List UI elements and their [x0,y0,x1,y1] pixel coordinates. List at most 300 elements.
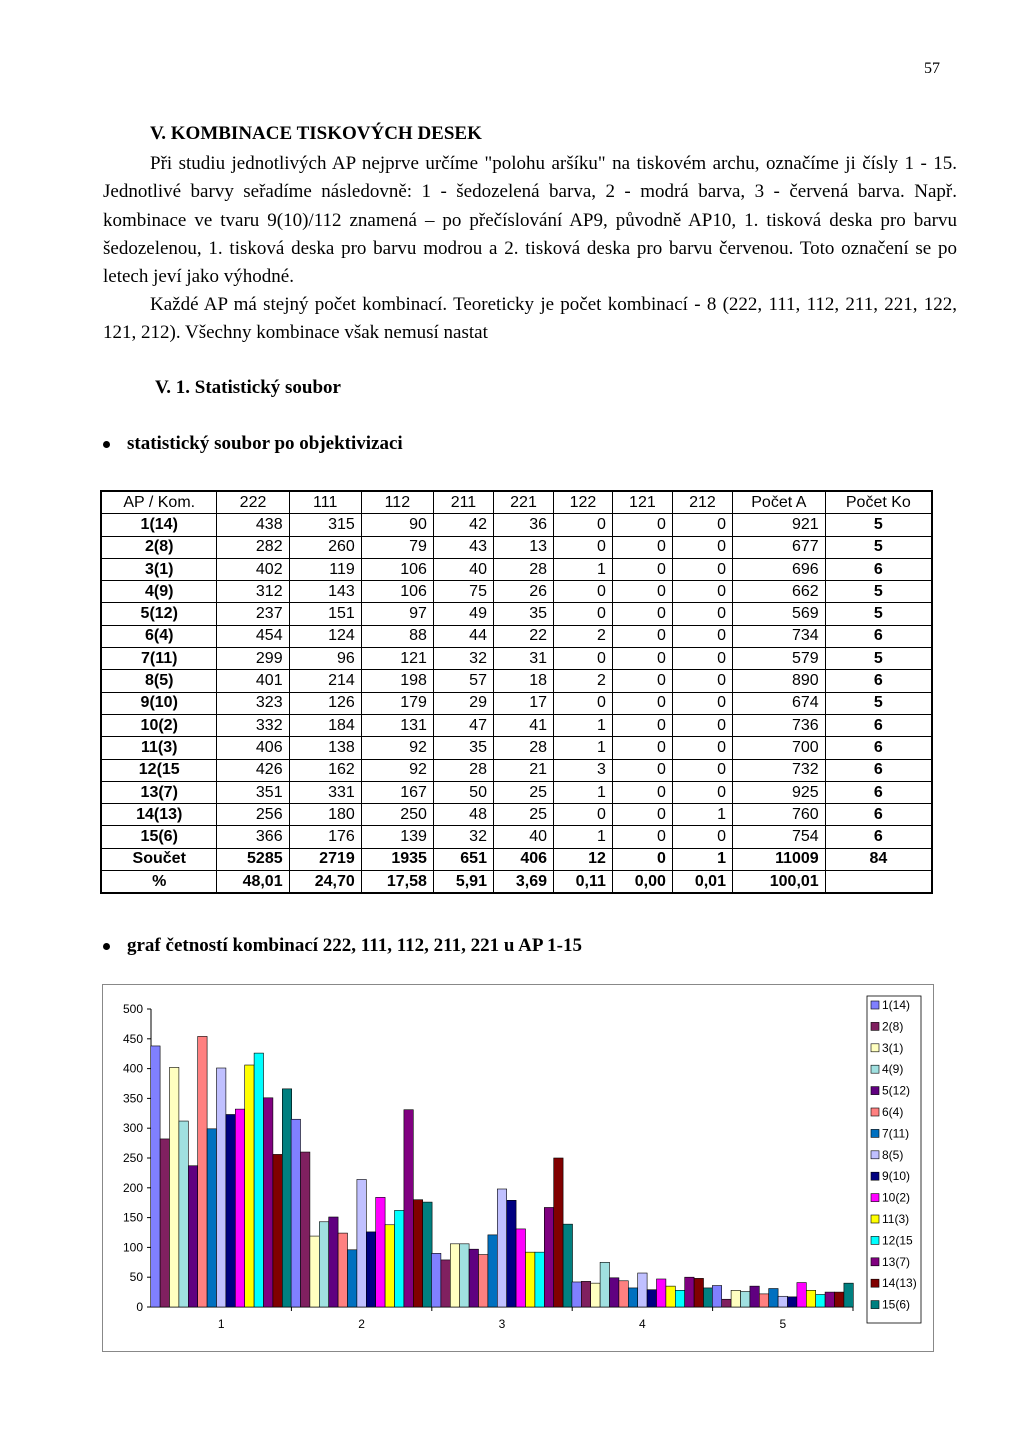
bar [264,1098,273,1307]
table-cell: 50 [433,781,493,803]
table-cell: 0 [672,714,732,736]
bar [554,1158,563,1307]
bar [600,1262,609,1307]
table-row [101,670,932,692]
table-header-cell: AP / Kom. [101,491,217,514]
table-header-cell: 122 [554,491,613,514]
bar [385,1225,394,1307]
table-cell: 57 [433,670,493,692]
table-cell: 6 [825,737,932,759]
table-cell: 0 [554,692,613,714]
table-cell: 1 [554,558,613,580]
table-cell: 0 [612,514,672,536]
table-cell: 6(4) [101,625,217,647]
table-cell: 0 [612,714,672,736]
y-tick-label: 350 [122,1091,143,1106]
combinations-table [100,490,933,894]
bar [310,1236,319,1307]
table-cell: 0 [672,670,732,692]
bar [769,1289,778,1307]
legend-label: 7(11) [882,1126,910,1141]
bar [731,1290,740,1307]
bar [479,1255,488,1307]
table-cell: 180 [289,804,361,826]
table-cell: 1 [672,848,732,870]
table-cell: 32 [433,826,493,848]
bar [712,1286,721,1307]
table-cell: 21 [493,759,553,781]
table-cell: 0 [554,581,613,603]
legend-label: 2(8) [882,1019,904,1034]
table-cell: 5 [825,581,932,603]
legend-swatch [871,1194,879,1202]
table-cell: 0 [612,536,672,558]
chart-frame [102,984,934,1352]
table-cell: 0 [672,826,732,848]
y-tick-label: 300 [122,1121,143,1136]
bullet-text: statistický soubor po objektivizaci [127,433,403,454]
legend-label: 15(6) [882,1297,911,1312]
table-cell: 13 [493,536,553,558]
table-cell: 124 [289,625,361,647]
legend-label: 1(14) [882,998,911,1012]
bar [610,1278,619,1307]
bar [516,1229,525,1307]
legend-swatch [871,1172,879,1180]
bar [591,1283,600,1307]
legend-label: 13(7) [882,1254,911,1269]
bar [469,1249,478,1307]
table-cell: 0 [612,804,672,826]
table-cell: 6 [825,804,932,826]
legend-swatch [871,1258,879,1266]
table-cell: 0 [672,737,732,759]
bar [844,1283,853,1307]
table-cell: 2719 [289,848,361,870]
table-cell: 40 [433,558,493,580]
bar [188,1166,197,1307]
table-cell: 454 [217,625,289,647]
table-cell: 47 [433,714,493,736]
table-cell: 406 [217,737,289,759]
table-cell: 35 [433,737,493,759]
bar [694,1278,703,1307]
legend-label: 4(9) [882,1062,904,1077]
table-cell: 0 [612,581,672,603]
table-cell: 31 [493,648,553,670]
table-cell: 0 [554,648,613,670]
table-cell: 12 [554,848,613,870]
legend-label: 3(1) [882,1040,904,1055]
table-cell: 29 [433,692,493,714]
table-cell: 5285 [217,848,289,870]
bar [348,1250,357,1307]
table-cell: % [101,871,217,894]
x-tick-label: 2 [358,1317,365,1331]
table-cell: 22 [493,625,553,647]
legend-label: 5(12) [882,1083,911,1098]
legend-swatch [871,1108,879,1116]
table-cell: 18 [493,670,553,692]
bar [319,1222,328,1307]
table-cell: 237 [217,603,289,625]
y-tick-label: 500 [122,1002,143,1016]
frequency-chart [103,985,933,1351]
bullet-dot-icon [103,441,110,448]
table-row [101,536,932,558]
legend-swatch [871,1279,879,1287]
table-cell: 0 [672,581,732,603]
legend-swatch [871,1215,879,1223]
table-cell: 5 [825,603,932,625]
table-cell: 0,01 [672,871,732,894]
bar [441,1260,450,1307]
table-cell: 32 [433,648,493,670]
table-cell: 579 [732,648,825,670]
table-cell: 214 [289,670,361,692]
table-row [101,558,932,580]
bar [151,1046,160,1307]
table-cell: 402 [217,558,289,580]
table-cell: 5 [825,692,932,714]
table-row [101,581,932,603]
table-cell: 0 [672,692,732,714]
table-cell: 0 [672,514,732,536]
table-cell: 0 [612,781,672,803]
bar [526,1252,535,1307]
table-cell: 3,69 [493,871,553,894]
table-cell: 315 [289,514,361,536]
table-cell: 121 [361,648,433,670]
y-tick-label: 0 [136,1300,143,1314]
table-cell: 48,01 [217,871,289,894]
bar [497,1189,506,1307]
table-cell: 0 [672,781,732,803]
table-cell: 36 [493,514,553,536]
bar [572,1282,581,1307]
bar [376,1197,385,1307]
table-cell: 43 [433,536,493,558]
table-cell: 736 [732,714,825,736]
table-cell: 6 [825,625,932,647]
table-row [101,826,932,848]
x-tick-label: 5 [779,1317,787,1331]
table-cell: 890 [732,670,825,692]
table-cell: 40 [493,826,553,848]
table-header-cell: 212 [672,491,732,514]
table-row [101,648,932,670]
table-cell: 1 [554,714,613,736]
bar [647,1290,656,1307]
bar [460,1244,469,1307]
table-cell: 5,91 [433,871,493,894]
table-cell: 1935 [361,848,433,870]
legend-label: 8(5) [882,1147,904,1162]
table-cell: 0 [672,648,732,670]
table-cell: 6 [825,759,932,781]
table-cell: 167 [361,781,433,803]
table-cell: 26 [493,581,553,603]
bar [226,1114,235,1307]
table-header-cell: Počet Ko [825,491,932,514]
bullet-text: graf četností kombinací 222, 111, 112, 211, 221 u AP 1-15 [127,935,582,956]
bar [750,1286,759,1307]
table-cell: 106 [361,558,433,580]
bar [535,1252,544,1307]
table-header-cell: 112 [361,491,433,514]
bar [282,1089,291,1307]
table-cell: 732 [732,759,825,781]
bar [675,1290,684,1307]
table-cell: 312 [217,581,289,603]
bar [235,1109,244,1307]
bar [160,1139,169,1307]
table-cell: 662 [732,581,825,603]
table-cell: 0 [612,692,672,714]
table-cell: 401 [217,670,289,692]
table-cell: 49 [433,603,493,625]
table-cell: 0 [612,737,672,759]
table-cell: 1 [554,781,613,803]
table-row [101,871,932,894]
table-cell: 100,01 [732,871,825,894]
table-cell: 90 [361,514,433,536]
table-cell: 0 [612,759,672,781]
table-row [101,848,932,870]
bar [366,1232,375,1307]
table-cell: 0 [672,558,732,580]
table-cell: 97 [361,603,433,625]
bar [806,1290,815,1307]
table-cell: 119 [289,558,361,580]
table-cell: 674 [732,692,825,714]
table-cell: 260 [289,536,361,558]
table-cell: 92 [361,737,433,759]
table-cell: 6 [825,826,932,848]
bullet-chart [103,935,582,957]
table-row [101,714,932,736]
table-cell: 256 [217,804,289,826]
table-cell: 426 [217,759,289,781]
x-tick-label: 1 [217,1317,225,1331]
table-cell: 162 [289,759,361,781]
table-cell: 24,70 [289,871,361,894]
table-cell: 11009 [732,848,825,870]
bar [179,1121,188,1307]
bar [404,1110,413,1307]
y-tick-label: 200 [122,1180,143,1195]
table-cell: 332 [217,714,289,736]
table-cell: 44 [433,625,493,647]
table-cell: 14(13) [101,804,217,826]
table-cell: 6 [825,781,932,803]
bar [507,1200,516,1307]
table-cell: Součet [101,848,217,870]
table-cell: 5 [825,648,932,670]
x-tick-label: 4 [639,1317,646,1331]
table-cell: 96 [289,648,361,670]
table-cell: 84 [825,848,932,870]
table-cell: 323 [217,692,289,714]
bar [704,1288,713,1307]
bar [657,1279,666,1307]
table-cell: 10(2) [101,714,217,736]
table-row [101,759,932,781]
bar [563,1224,572,1307]
bar [245,1065,254,1307]
table-cell: 7(11) [101,648,217,670]
table-row [101,603,932,625]
legend-label: 10(2) [882,1190,911,1205]
table-header-cell: 221 [493,491,553,514]
table-cell: 28 [493,737,553,759]
table-cell: 13(7) [101,781,217,803]
bar [488,1235,497,1307]
paragraph-intro: Při studiu jednotlivých AP nejprve určíme "polohu aršíku" na tiskovém archu, označíme ji čísly 1 - 15. Jednotlivé barvy seřadíme následovně: 1 - šedozelená barva, 2 - modrá barva, 3 - červená barva. Např. kombinace ve tvaru 9(10)/112 znamená – po přečíslování AP9, původně AP10, 1. tisková deska pro barvu šedozelenou, 1. tisková deska pro barvu modrou a 2. tisková deska pro barvu červenou. Toto označení se po letech jeví jako výhodné. [103,153,957,288]
table-cell: 0 [612,558,672,580]
table-cell: 17 [493,692,553,714]
table-cell: 925 [732,781,825,803]
table-cell: 0 [612,848,672,870]
table-cell: 139 [361,826,433,848]
table-cell: 331 [289,781,361,803]
legend-swatch [871,1151,879,1159]
table-cell: 2 [554,625,613,647]
table-cell: 11(3) [101,737,217,759]
legend-swatch [871,1001,879,1009]
table-cell: 143 [289,581,361,603]
table-cell: 35 [493,603,553,625]
table-header-cell: Počet A [732,491,825,514]
legend-swatch [871,1087,879,1095]
table-cell: 1 [554,826,613,848]
bar [301,1152,310,1307]
table-cell: 0 [612,670,672,692]
table-header-cell: 121 [612,491,672,514]
bar [638,1273,647,1307]
table-cell: 0 [672,603,732,625]
table-cell: 151 [289,603,361,625]
table-cell: 1 [554,737,613,759]
legend-label: 9(10) [882,1169,911,1184]
legend-swatch [871,1129,879,1137]
bar [619,1281,628,1307]
table-row [101,737,932,759]
table-cell: 0,11 [554,871,613,894]
table-cell: 734 [732,625,825,647]
table-cell: 2 [554,670,613,692]
table-cell: 88 [361,625,433,647]
table-cell: 6 [825,670,932,692]
bar [273,1154,282,1307]
legend-swatch [871,1236,879,1244]
table-cell: 25 [493,804,553,826]
y-tick-label: 450 [122,1031,143,1046]
table-cell: 438 [217,514,289,536]
table-cell: 5 [825,514,932,536]
bar [825,1292,834,1307]
table-cell: 0 [554,514,613,536]
table-cell: 0 [612,648,672,670]
table-cell: 0 [672,759,732,781]
table-cell: 0 [554,603,613,625]
table-cell: 75 [433,581,493,603]
x-tick-label: 3 [498,1317,506,1331]
bar [413,1200,422,1307]
table-cell: 569 [732,603,825,625]
table-row [101,625,932,647]
table-cell: 921 [732,514,825,536]
table-cell: 48 [433,804,493,826]
bar [338,1233,347,1307]
table-cell: 5 [825,536,932,558]
bar [217,1068,226,1307]
table-cell: 106 [361,581,433,603]
table-cell: 0 [554,536,613,558]
table-cell: 351 [217,781,289,803]
bar [432,1253,441,1307]
table-cell: 651 [433,848,493,870]
legend-label: 14(13) [882,1276,917,1291]
bar [254,1053,263,1307]
bar [450,1244,459,1307]
bar [544,1207,553,1307]
bar [291,1119,300,1307]
table-cell: 131 [361,714,433,736]
table-cell: 17,58 [361,871,433,894]
table-cell: 0 [672,625,732,647]
bar [816,1294,825,1307]
table-cell: 0 [612,603,672,625]
table-cell: 0 [554,804,613,826]
table-header-cell: 211 [433,491,493,514]
table-cell: 0 [672,536,732,558]
table-row [101,781,932,803]
bar [198,1036,207,1307]
table-cell: 5(12) [101,603,217,625]
bar [628,1288,637,1307]
y-tick-label: 50 [129,1270,143,1285]
table-cell: 0 [612,625,672,647]
table-cell: 176 [289,826,361,848]
table-cell: 92 [361,759,433,781]
table-cell: 366 [217,826,289,848]
chapter-heading: V. KOMBINACE TISKOVÝCH DESEK [150,123,482,144]
table-cell: 25 [493,781,553,803]
table-cell: 126 [289,692,361,714]
table-cell: 250 [361,804,433,826]
legend-swatch [871,1044,879,1052]
y-tick-label: 150 [122,1210,143,1225]
table-cell: 179 [361,692,433,714]
table-cell: 12(15 [101,759,217,781]
legend-swatch [871,1022,879,1030]
y-tick-label: 250 [122,1151,143,1165]
table-cell: 28 [493,558,553,580]
table-cell: 28 [433,759,493,781]
section-heading: V. 1. Statistický soubor [155,377,341,398]
table-cell: 79 [361,536,433,558]
legend-swatch [871,1301,879,1309]
bar [581,1281,590,1307]
table-cell: 9(10) [101,692,217,714]
legend-swatch [871,1065,879,1073]
table-cell: 3(1) [101,558,217,580]
bar [835,1292,844,1307]
table-cell: 696 [732,558,825,580]
table-cell: 41 [493,714,553,736]
bar [395,1210,404,1307]
